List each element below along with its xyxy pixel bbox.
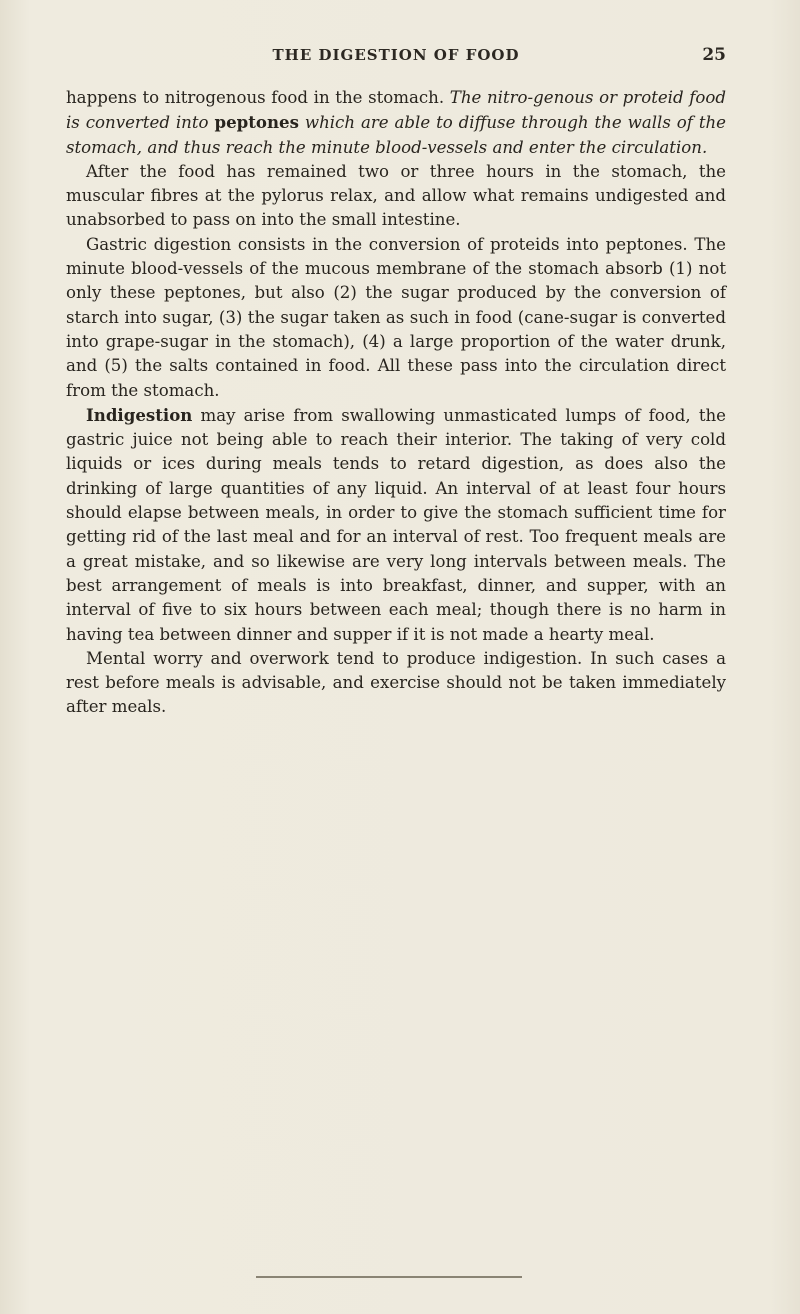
paragraph-pylorus: After the food has remained two or three hours in the stomach, the muscular fibres at the pylorus relax, and allow what remains undigested and unabsorbed to pass on into the small intestine.	[66, 161, 726, 230]
p1-text-start: happens to nitrogenous food in the stomach.	[66, 88, 450, 107]
p1-italic-start: The nitro-genous or proteid food is converted into	[66, 88, 726, 133]
running-head: THE DIGESTION OF FOOD	[272, 46, 520, 64]
end-rule	[256, 1276, 522, 1278]
paragraph-continuation	[66, 86, 726, 160]
paragraph-indigestion	[66, 403, 726, 647]
p4-text: may arise from swallowing unmasticated lumps of food, the gastric juice not being able to reach their interior. The taking of very cold liquids or ices during meals tends to retard digestion, as does also the drinking of large quantities of any liquid. An interval of at least four hours should elapse between meals, in order to give the stomach sufficient time for getting rid of the last meal and for an interval of rest. Too frequent meals are a great mistake, and so likewise are very long intervals between meals. The best arrangement of meals is into breakfast, dinner, and supper, with an interval of five to six hours between each meal; though there is no harm in having tea between dinner and supper if it is not made a hearty meal.	[66, 405, 726, 644]
term-indigestion: Indigestion	[86, 404, 193, 425]
paragraph-gastric-digestion: Gastric digestion consists in the conversion of proteids into peptones. The minute blood-vessels of the mucous membrane of the stomach absorb (1) not only these peptones, but also (2) the sugar produced by the conversion of starch into sugar, (3) the sugar taken as such in food (cane-sugar is converted into grape-sugar in the stomach), (4) a large proportion of the water drunk, and (5) the salts contained in food. All these pass into the circulation direct from the stomach.	[66, 234, 726, 400]
page-header	[66, 46, 726, 70]
p1-term-peptones: peptones	[214, 112, 299, 133]
paragraph-mental-worry: Mental worry and overwork tend to produce indigestion. In such cases a rest before meals is advisable, and exercise should not be taken immediately after meals.	[66, 648, 726, 717]
body-text	[66, 86, 726, 720]
page-number: 25	[702, 45, 726, 65]
p1-italic-end: which are able to diffuse through the walls of the stomach, and thus reach the minute blood-vessels and enter the circulation.	[66, 113, 726, 157]
